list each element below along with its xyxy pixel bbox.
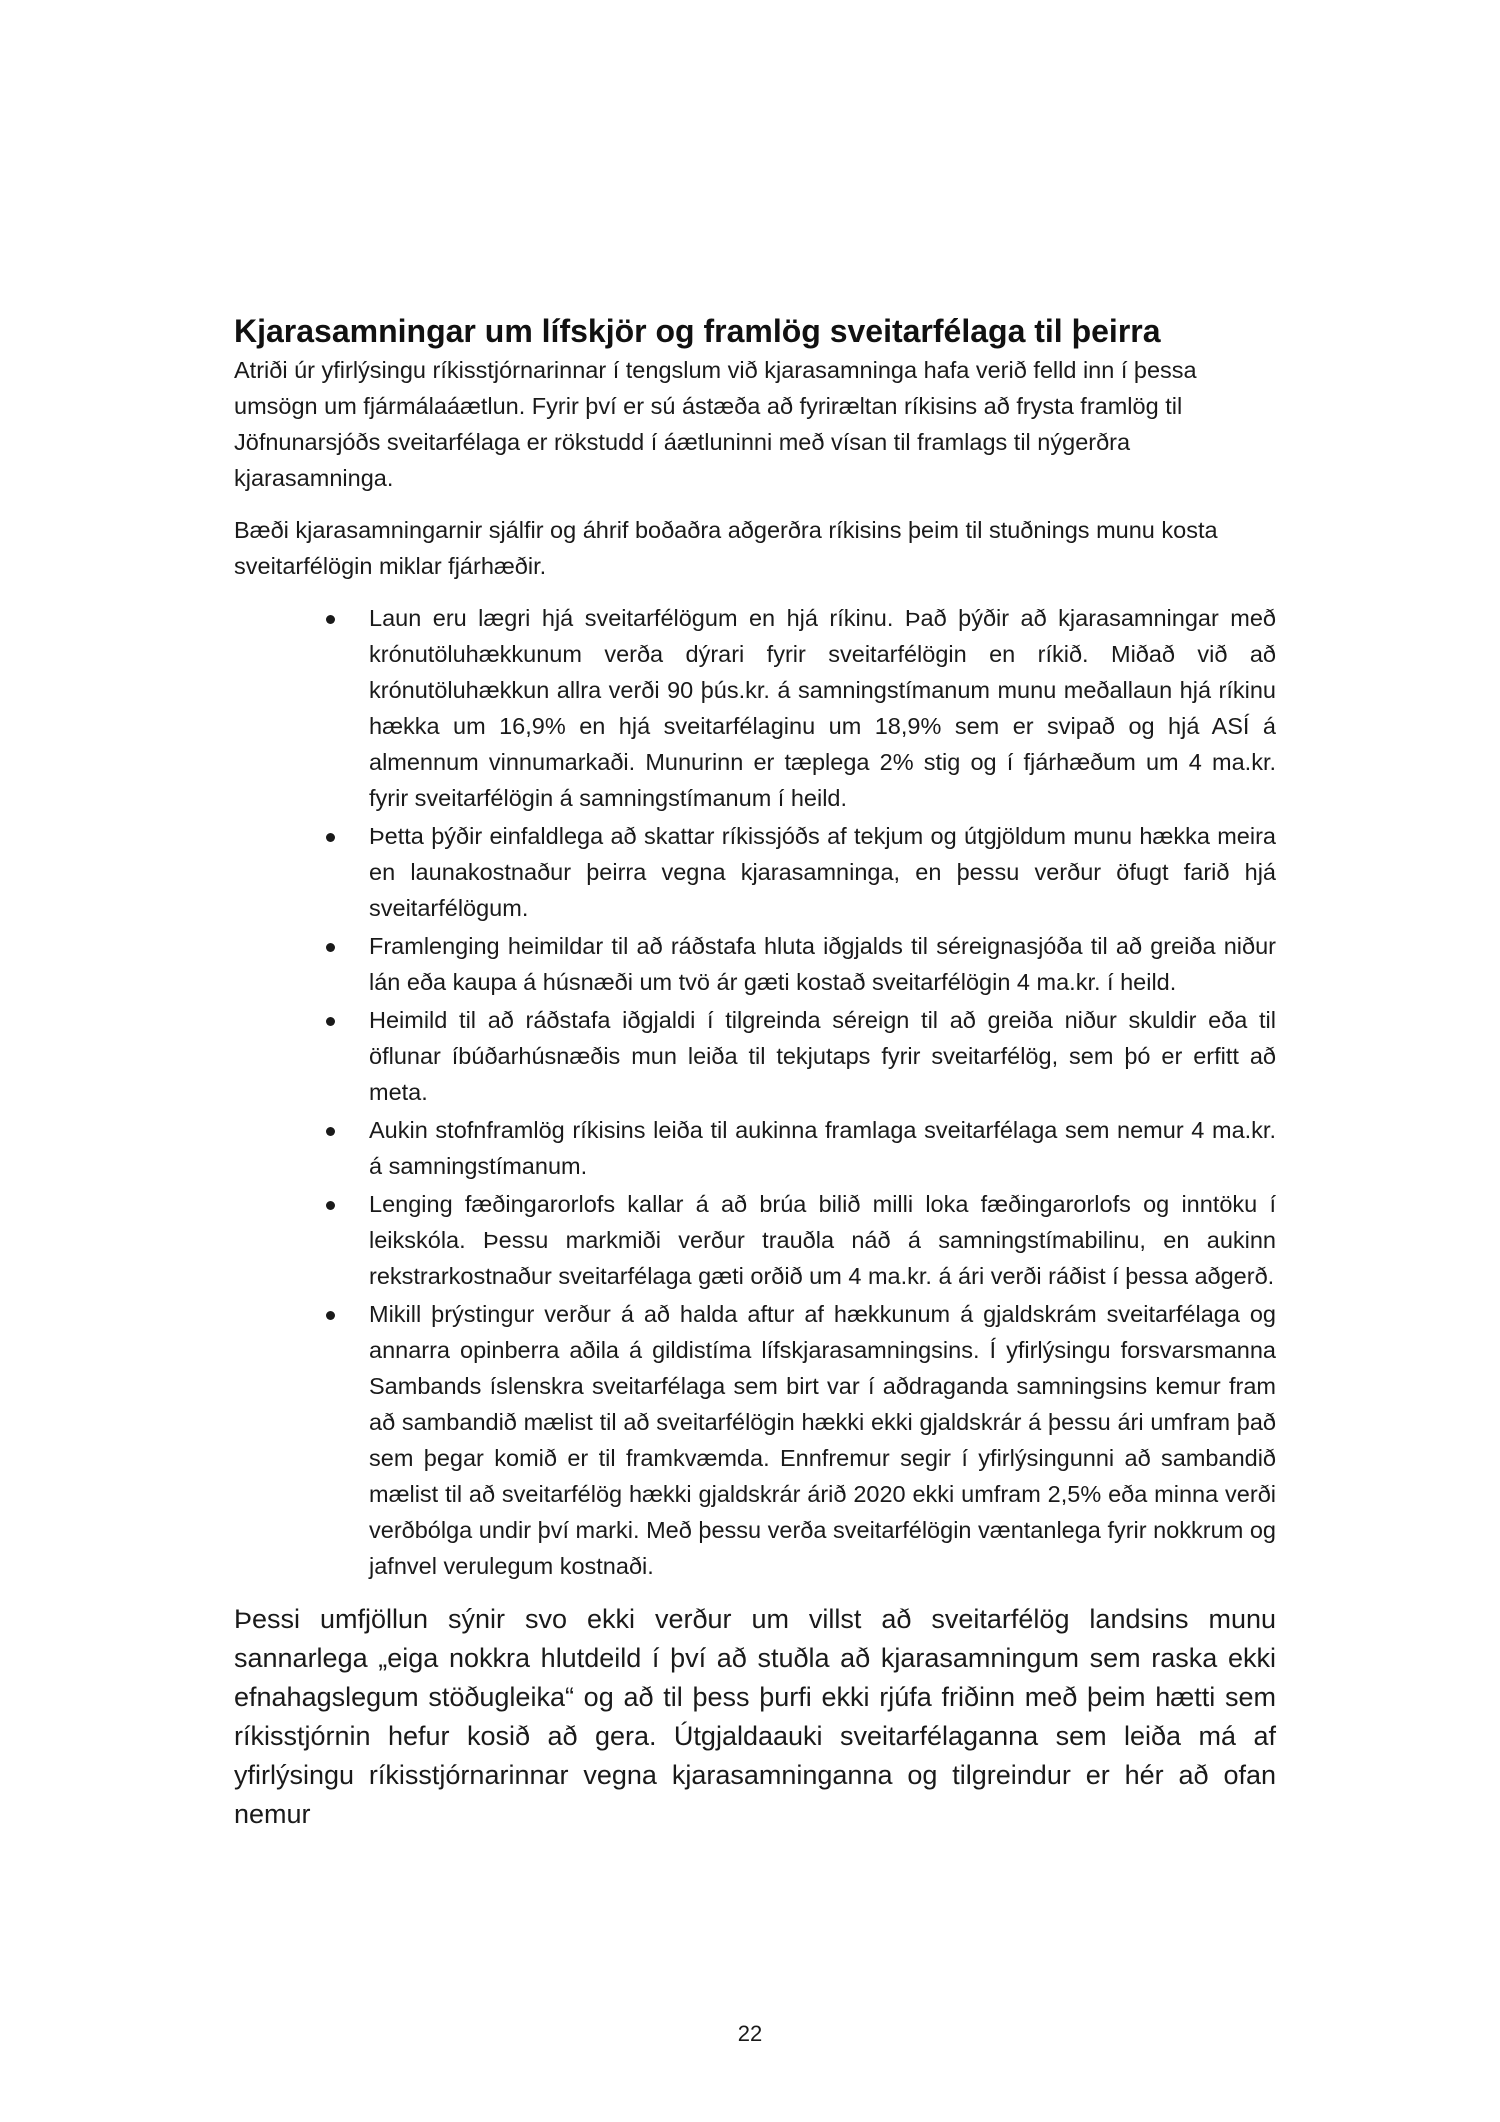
list-item	[234, 600, 1276, 816]
document-page	[234, 312, 1276, 1850]
list-item-text: Heimild til að ráðstafa iðgjaldi í tilgreinda séreign til að greiða niður skuldir eða til öflunar íbúðarhúsnæðis mun leiða til tekjutaps fyrir sveitarfélög, sem þó er erfitt að meta.	[369, 1007, 1276, 1105]
list-item-text: Framlenging heimildar til að ráðstafa hluta iðgjalds til séreignasjóða til að greiða niður lán eða kaupa á húsnæði um tvö ár gæti kostað sveitarfélögin 4 ma.kr. í heild.	[369, 933, 1276, 995]
bullet-list	[234, 600, 1276, 1584]
cost-paragraph: Bæði kjarasamningarnir sjálfir og áhrif boðaðra aðgerðra ríkisins þeim til stuðnings munu kosta sveitarfélögin miklar fjárhæðir.	[234, 517, 1218, 579]
section-heading: Kjarasamningar um lífskjör og framlög sveitarfélaga til þeirra	[234, 313, 1161, 349]
list-item-text: Aukin stofnframlög ríkisins leiða til aukinna framlaga sveitarfélaga sem nemur 4 ma.kr. á samningstímanum.	[369, 1117, 1276, 1179]
page-number: 22	[737, 2021, 763, 2046]
bullet-icon	[326, 943, 335, 952]
bullet-icon	[326, 1017, 335, 1026]
bullet-icon	[326, 615, 335, 624]
list-item	[234, 1112, 1276, 1184]
list-item-text: Þetta þýðir einfaldlega að skattar ríkissjóðs af tekjum og útgjöldum munu hækka meira en launakostnaður þeirra vegna kjarasamninga, en þessu verður öfugt farið hjá sveitarfélögum.	[369, 823, 1276, 921]
list-item-text: Lenging fæðingarorlofs kallar á að brúa bilið milli loka fæðingarorlofs og inntöku í leikskóla. Þessu markmiði verður trauðla náð á samningstímabilinu, en aukinn rekstrarkostnaður sveitarfélaga gæti orðið um 4 ma.kr. á ári verði ráðist í þessa aðgerð.	[369, 1191, 1276, 1289]
list-item	[234, 1002, 1276, 1110]
list-item-text: Mikill þrýstingur verður á að halda aftur af hækkunum á gjaldskrám sveitarfélaga og annarra opinberra aðila á gildistíma lífskjarasamningsins. Í yfirlýsingu forsvarsmanna Sambands íslenskra sveitarfélaga sem birt var í aðdraganda samningsins kemur fram að sambandið mælist til að sveitarfélögin hækki ekki gjaldskrár á þessu ári umfram það sem þegar komið er til framkvæmda. Ennfremur segir í yfirlýsingunni að sambandið mælist til að sveitarfélög hækki gjaldskrár árið 2020 ekki umfram 2,5% eða minna verði verðbólga undir því marki. Með þessu verða sveitarfélögin væntanlega fyrir nokkrum og jafnvel verulegum kostnaði.	[369, 1301, 1276, 1579]
list-item	[234, 818, 1276, 926]
list-item	[234, 1296, 1276, 1584]
bullet-icon	[326, 1127, 335, 1136]
list-item	[234, 1186, 1276, 1294]
list-item-text: Laun eru lægri hjá sveitarfélögum en hjá ríkinu. Það þýðir að kjarasamningar með krónutöluhækkunum verða dýrari fyrir sveitarfélögin en ríkið. Miðað við að krónutöluhækkun allra verði 90 þús.kr. á samningstímanum munu meðallaun hjá ríkinu hækka um 16,9% en hjá sveitarfélaginu um 18,9% sem er svipað og hjá ASÍ á almennum vinnumarkaði. Munurinn er tæplega 2% stig og í fjárhæðum um 4 ma.kr. fyrir sveitarfélögin á samningstímanum í heild.	[369, 605, 1276, 811]
bullet-icon	[326, 833, 335, 842]
closing-paragraph: Þessi umfjöllun sýnir svo ekki verður um villst að sveitarfélög landsins munu sannarlega „eiga nokkra hlutdeild í því að stuðla að kjarasamningum sem raska ekki efnahagslegum stöðugleika“ og að til þess þurfi ekki rjúfa friðinn með þeim hætti sem ríkisstjórnin hefur kosið að gera. Útgjaldaauki sveitarfélaganna sem leiða má af yfirlýsingu ríkisstjórnarinnar vegna kjarasamninganna og tilgreindur er hér að ofan nemur	[234, 1604, 1276, 1829]
list-item	[234, 928, 1276, 1000]
bullet-icon	[326, 1201, 335, 1210]
bullet-icon	[326, 1311, 335, 1320]
intro-paragraph: Atriði úr yfirlýsingu ríkisstjórnarinnar í tengslum við kjarasamninga hafa verið felld inn í þessa umsögn um fjármálaáætlun. Fyrir því er sú ástæða að fyriræltan ríkisins að frysta framlög til Jöfnunarsjóðs sveitarfélaga er rökstudd í áætluninni með vísan til framlags til nýgerðra kjarasamninga.	[234, 357, 1197, 491]
